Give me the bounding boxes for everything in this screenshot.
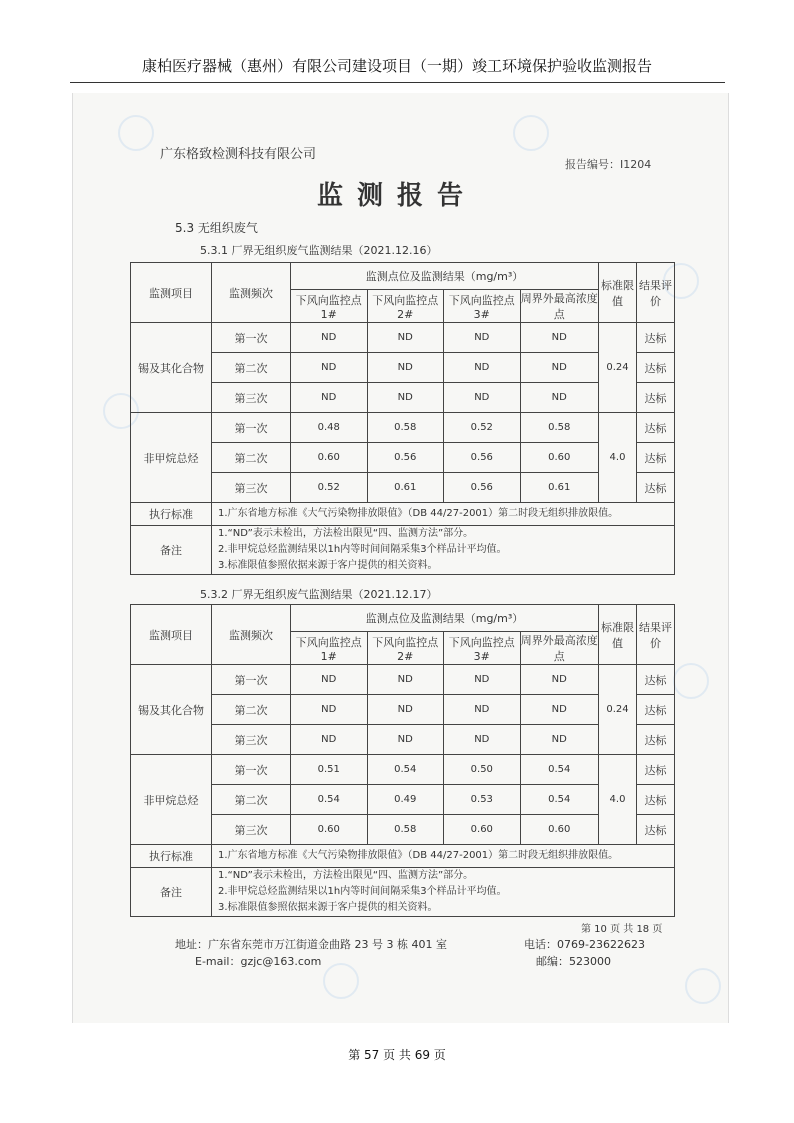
evaluation-cell: 达标	[637, 353, 675, 383]
value-cell: ND	[520, 323, 598, 353]
header-row	[131, 263, 675, 290]
table-row	[131, 755, 675, 785]
value-cell: ND	[444, 695, 521, 725]
value-cell: 0.53	[444, 785, 521, 815]
col-header-evaluation: 结果评价	[637, 263, 675, 323]
col-header-limit: 标准限值	[599, 263, 637, 323]
table-caption-1: 5.3.1 厂界无组织废气监测结果（2021.12.16）	[200, 244, 438, 257]
report-number: 报告编号：I1204	[565, 158, 652, 171]
col-header-frequency: 监测频次	[212, 263, 291, 323]
note-line: 2.非甲烷总烃监测结果以1h内等时间间隔采集3个样品计平均值。	[218, 886, 507, 897]
frequency-cell: 第一次	[212, 665, 291, 695]
frequency-cell: 第二次	[212, 443, 291, 473]
evaluation-cell: 达标	[637, 665, 675, 695]
value-cell: ND	[520, 695, 598, 725]
section-heading: 5.3 无组织废气	[175, 221, 258, 235]
value-cell: ND	[367, 725, 444, 755]
limit-cell: 4.0	[599, 413, 637, 503]
frequency-cell: 第一次	[212, 413, 291, 443]
watermark-logo-icon	[685, 968, 721, 1004]
email-line: E-mail：gzjc@163.com	[195, 954, 322, 968]
frequency-cell: 第三次	[212, 815, 291, 845]
table-row	[131, 353, 675, 383]
value-cell: 0.58	[367, 815, 444, 845]
value-cell: 0.54	[291, 785, 368, 815]
contact-phone	[524, 937, 645, 970]
col-header-point-4: 周界外最高浓度点	[520, 290, 598, 323]
value-cell: ND	[444, 353, 521, 383]
frequency-cell: 第三次	[212, 383, 291, 413]
table-row	[131, 665, 675, 695]
standard-label: 执行标准	[131, 845, 212, 868]
inner-page-number: 第 10 页 共 18 页	[581, 924, 663, 935]
watermark-logo-icon	[513, 115, 549, 151]
value-cell: ND	[291, 695, 368, 725]
evaluation-cell: 达标	[637, 785, 675, 815]
frequency-cell: 第二次	[212, 785, 291, 815]
value-cell: 0.58	[367, 413, 444, 443]
col-header-point-3: 下风向监控点 3#	[444, 290, 521, 323]
frequency-cell: 第二次	[212, 353, 291, 383]
notes-label: 备注	[131, 526, 212, 575]
notes-row	[131, 526, 675, 575]
value-cell: 0.52	[444, 413, 521, 443]
table-row	[131, 443, 675, 473]
postcode-line: 邮编：523000	[536, 954, 611, 968]
value-cell: ND	[367, 695, 444, 725]
col-header-point-2: 下风向监控点 2#	[367, 632, 444, 665]
value-cell: 0.61	[520, 473, 598, 503]
report-title: 监测报告	[316, 181, 477, 211]
value-cell: ND	[444, 725, 521, 755]
value-cell: 0.54	[367, 755, 444, 785]
item-name: 非甲烷总烃	[131, 413, 212, 503]
evaluation-cell: 达标	[637, 695, 675, 725]
value-cell: 0.60	[291, 443, 368, 473]
table-row	[131, 323, 675, 353]
value-cell: 0.60	[291, 815, 368, 845]
table-caption-2: 5.3.2 厂界无组织废气监测结果（2021.12.17）	[200, 588, 438, 601]
frequency-cell: 第三次	[212, 473, 291, 503]
value-cell: ND	[367, 353, 444, 383]
value-cell: ND	[367, 383, 444, 413]
company-name: 广东格致检测科技有限公司	[160, 147, 317, 162]
col-header-point-4: 周界外最高浓度点	[520, 632, 598, 665]
col-header-limit: 标准限值	[599, 605, 637, 665]
evaluation-cell: 达标	[637, 473, 675, 503]
value-cell: ND	[520, 665, 598, 695]
notes-text	[212, 526, 675, 575]
value-cell: 0.60	[520, 815, 598, 845]
evaluation-cell: 达标	[637, 323, 675, 353]
watermark-logo-icon	[673, 663, 709, 699]
address-line: 地址：广东省东莞市万江街道金曲路 23 号 3 栋 401 室	[175, 938, 447, 951]
limit-cell: 4.0	[599, 755, 637, 845]
item-name: 非甲烷总烃	[131, 755, 212, 845]
note-line: 3.标准限值参照依据来源于客户提供的相关资料。	[218, 902, 438, 913]
value-cell: 0.60	[444, 815, 521, 845]
table-row	[131, 473, 675, 503]
standard-label: 执行标准	[131, 503, 212, 526]
value-cell: ND	[520, 725, 598, 755]
page-footer: 第 57 页 共 69 页	[348, 1048, 446, 1062]
evaluation-cell: 达标	[637, 443, 675, 473]
value-cell: ND	[444, 665, 521, 695]
col-header-point-1: 下风向监控点 1#	[291, 290, 368, 323]
value-cell: 0.54	[520, 785, 598, 815]
value-cell: 0.52	[291, 473, 368, 503]
frequency-cell: 第三次	[212, 725, 291, 755]
header-row	[131, 605, 675, 632]
item-name: 锡及其化合物	[131, 323, 212, 413]
note-line: 2.非甲烷总烃监测结果以1h内等时间间隔采集3个样品计平均值。	[218, 544, 507, 555]
notes-row	[131, 868, 675, 917]
note-line: 1.“ND”表示未检出，方法检出限见“四、监测方法”部分。	[218, 528, 474, 539]
value-cell: 0.51	[291, 755, 368, 785]
col-header-frequency: 监测频次	[212, 605, 291, 665]
value-cell: 0.54	[520, 755, 598, 785]
value-cell: 0.56	[444, 473, 521, 503]
col-header-item: 监测项目	[131, 263, 212, 323]
standard-text: 1.广东省地方标准《大气污染物排放限值》（DB 44/27-2001）第二时段无组织排放限值。	[212, 845, 675, 868]
limit-cell: 0.24	[599, 665, 637, 755]
standard-row	[131, 503, 675, 526]
notes-label: 备注	[131, 868, 212, 917]
col-header-evaluation: 结果评价	[637, 605, 675, 665]
item-name: 锡及其化合物	[131, 665, 212, 755]
value-cell: 0.50	[444, 755, 521, 785]
value-cell: 0.49	[367, 785, 444, 815]
table-row	[131, 725, 675, 755]
limit-cell: 0.24	[599, 323, 637, 413]
value-cell: 0.56	[444, 443, 521, 473]
results-table-2	[130, 604, 675, 917]
notes-text	[212, 868, 675, 917]
frequency-cell: 第一次	[212, 755, 291, 785]
note-line: 3.标准限值参照依据来源于客户提供的相关资料。	[218, 560, 438, 571]
frequency-cell: 第二次	[212, 695, 291, 725]
table-row	[131, 785, 675, 815]
col-header-results-group: 监测点位及监测结果（mg/m³）	[291, 605, 599, 632]
table-row	[131, 413, 675, 443]
evaluation-cell: 达标	[637, 815, 675, 845]
evaluation-cell: 达标	[637, 755, 675, 785]
value-cell: ND	[367, 665, 444, 695]
value-cell: 0.61	[367, 473, 444, 503]
evaluation-cell: 达标	[637, 413, 675, 443]
value-cell: ND	[520, 383, 598, 413]
value-cell: 0.58	[520, 413, 598, 443]
value-cell: ND	[291, 383, 368, 413]
evaluation-cell: 达标	[637, 383, 675, 413]
value-cell: ND	[291, 323, 368, 353]
standard-row	[131, 845, 675, 868]
value-cell: ND	[367, 323, 444, 353]
value-cell: ND	[520, 353, 598, 383]
value-cell: 0.56	[367, 443, 444, 473]
value-cell: 0.60	[520, 443, 598, 473]
value-cell: ND	[444, 383, 521, 413]
note-line: 1.“ND”表示未检出，方法检出限见“四、监测方法”部分。	[218, 870, 474, 881]
frequency-cell: 第一次	[212, 323, 291, 353]
value-cell: ND	[444, 323, 521, 353]
contact-address	[175, 937, 447, 970]
table-row	[131, 815, 675, 845]
col-header-point-2: 下风向监控点 2#	[367, 290, 444, 323]
col-header-item: 监测项目	[131, 605, 212, 665]
evaluation-cell: 达标	[637, 725, 675, 755]
header-rule	[70, 82, 725, 83]
col-header-point-1: 下风向监控点 1#	[291, 632, 368, 665]
standard-text: 1.广东省地方标准《大气污染物排放限值》（DB 44/27-2001）第二时段无组织排放限值。	[212, 503, 675, 526]
col-header-results-group: 监测点位及监测结果（mg/m³）	[291, 263, 599, 290]
value-cell: ND	[291, 725, 368, 755]
results-table-1	[130, 262, 675, 575]
col-header-point-3: 下风向监控点 3#	[444, 632, 521, 665]
value-cell: ND	[291, 665, 368, 695]
value-cell: ND	[291, 353, 368, 383]
watermark-logo-icon	[118, 115, 154, 151]
table-row	[131, 383, 675, 413]
value-cell: 0.48	[291, 413, 368, 443]
phone-line: 电话：0769-23622623	[524, 938, 645, 951]
table-row	[131, 695, 675, 725]
document-header: 康柏医疗器械（惠州）有限公司建设项目（一期）竣工环境保护验收监测报告	[141, 57, 652, 75]
